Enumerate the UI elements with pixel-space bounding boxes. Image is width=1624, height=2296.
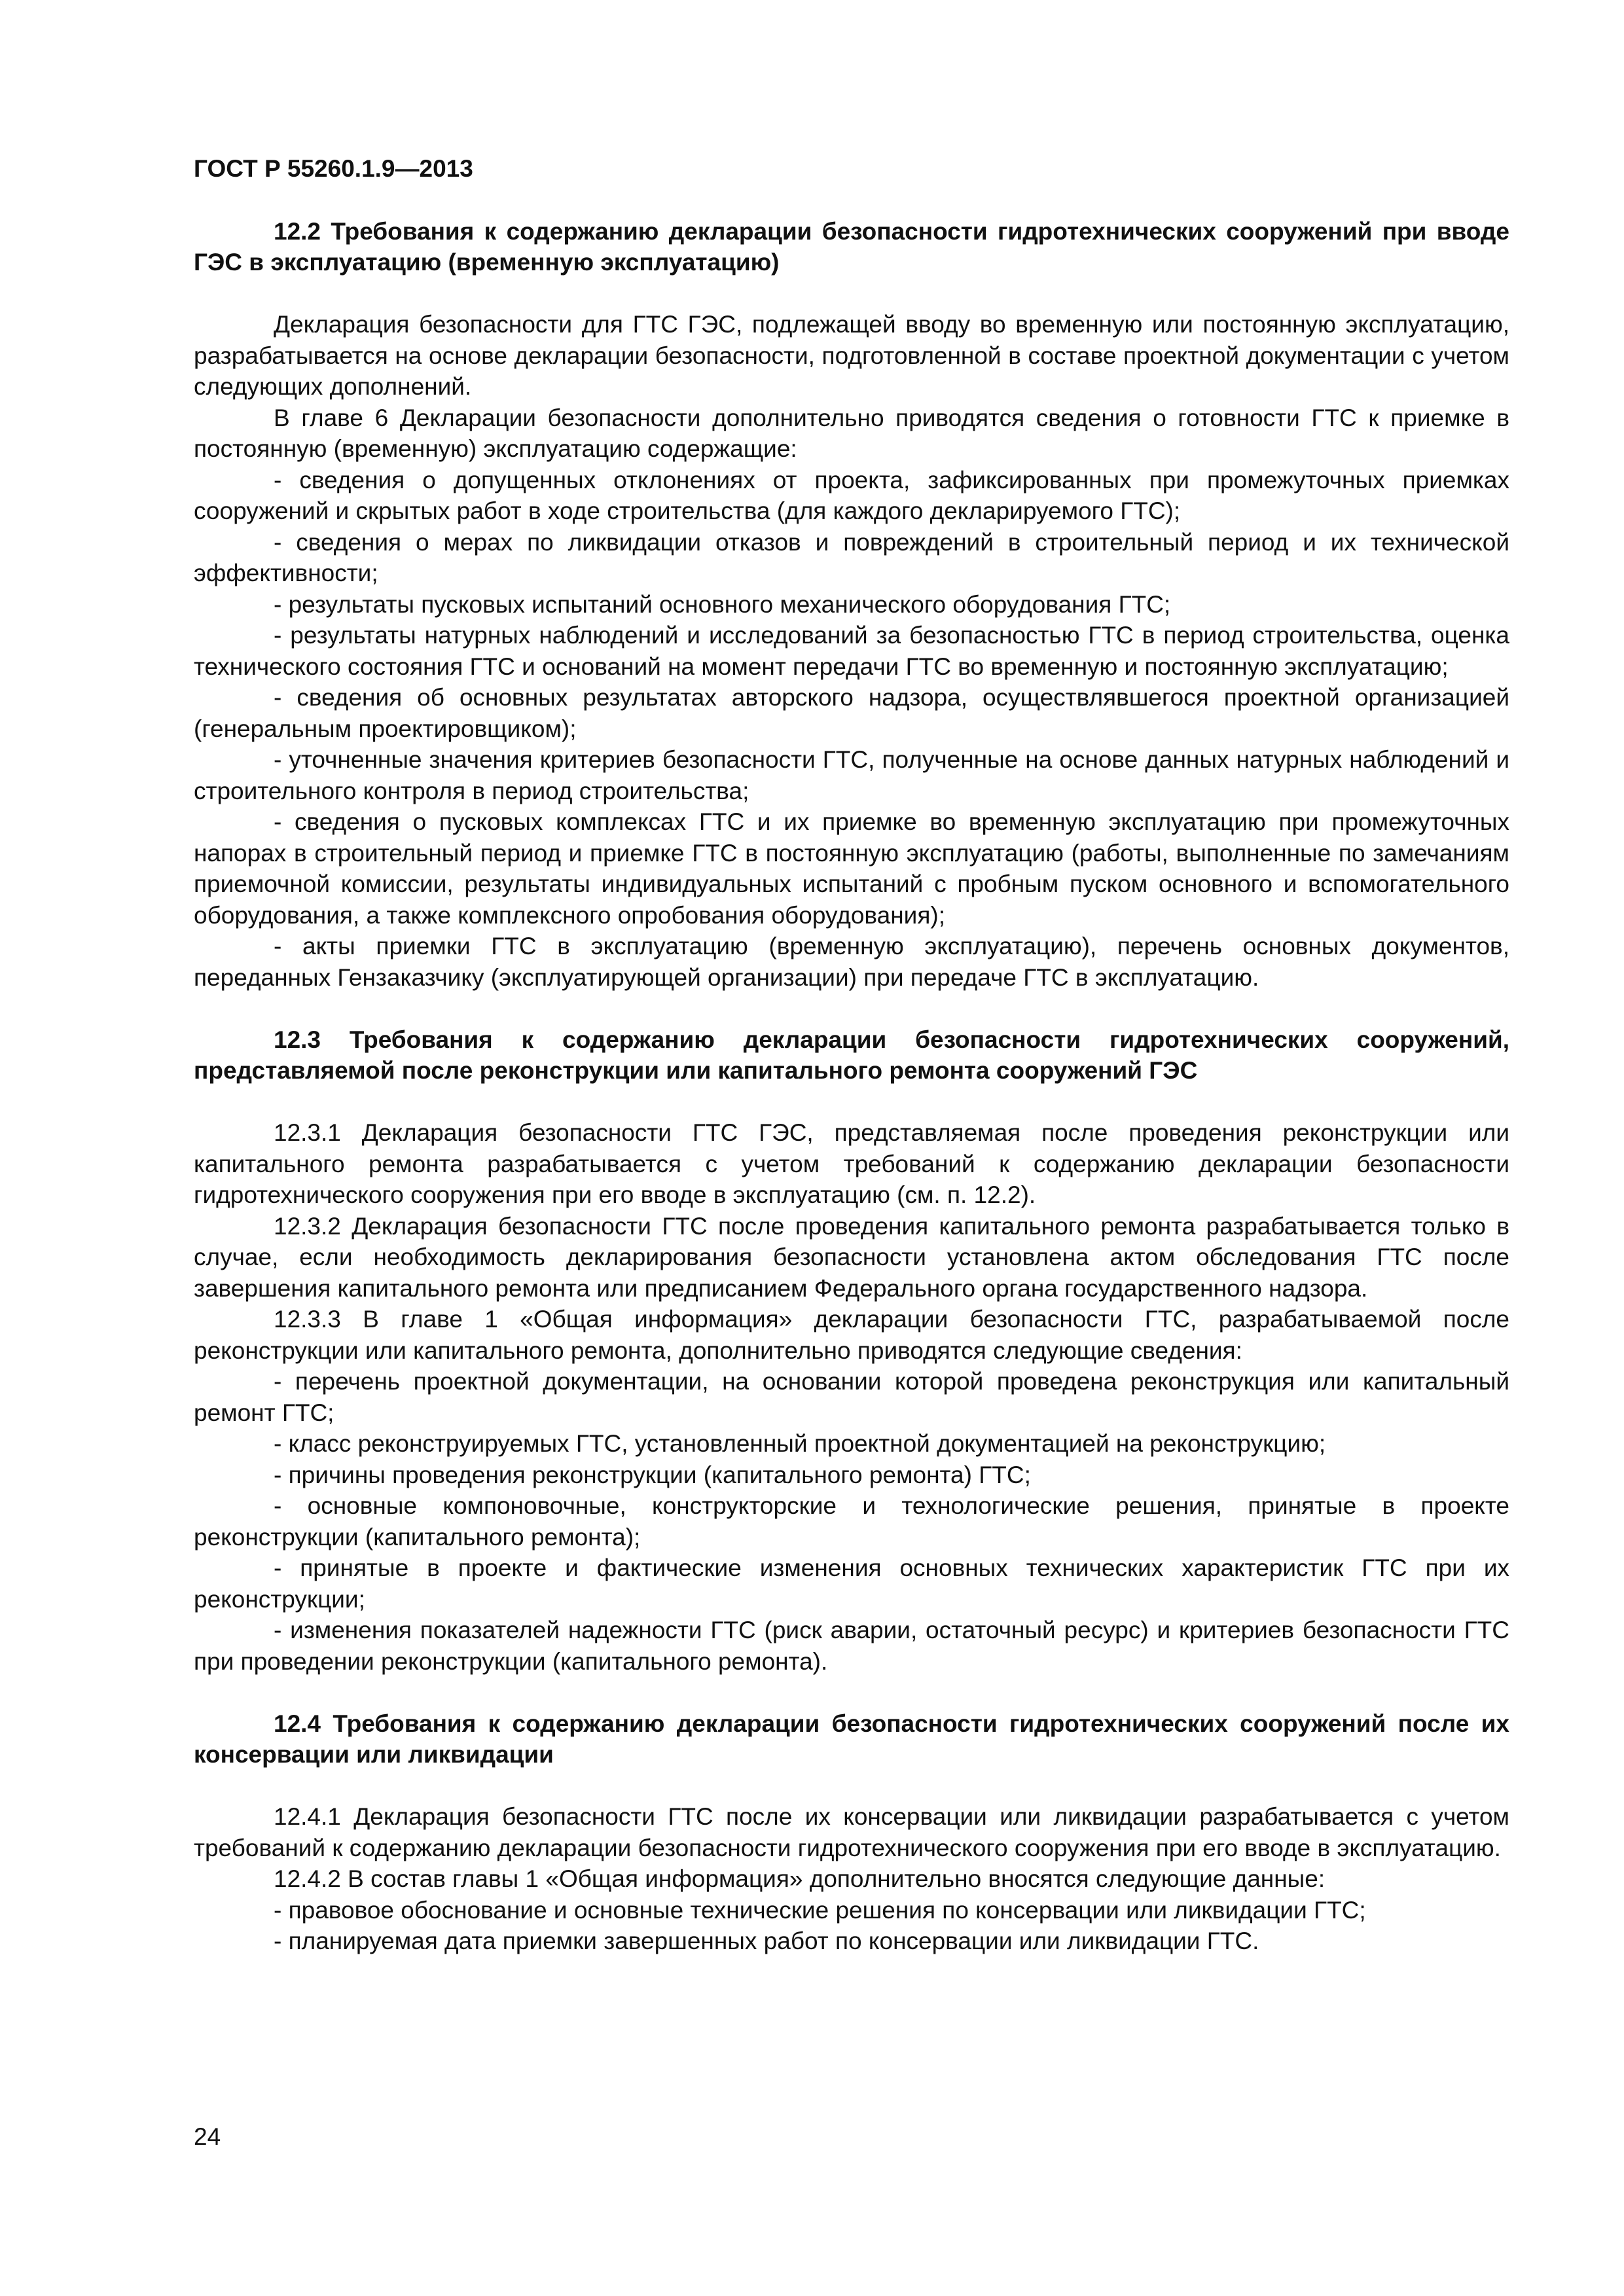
list-item: - сведения о допущенных отклонениях от проекта, зафиксированных при промежуточных приемках сооружений и скрытых работ в ходе строительства (для каждого декларируемого ГТС); xyxy=(194,466,1509,524)
section-12-4 xyxy=(194,1708,1509,1957)
section-12-3 xyxy=(194,1024,1509,1677)
document-code: ГОСТ Р 55260.1.9—2013 xyxy=(194,155,473,182)
paragraph: 12.4.1 Декларация безопасности ГТС после их консервации или ликвидации разрабатывается с учетом требований к содержанию декларации безопасности гидротехнического сооружения при его вводе в эксплуатацию. xyxy=(194,1803,1509,1861)
list-item: - акты приемки ГТС в эксплуатацию (временную эксплуатацию), перечень основных документов, переданных Гензаказчику (эксплуатирующей организации) при передаче ГТС в эксплуатацию. xyxy=(194,933,1509,991)
list-item: - правовое обоснование и основные технические решения по консервации или ликвидации ГТС; xyxy=(274,1896,1366,1924)
list-item: - причины проведения реконструкции (капитального ремонта) ГТС; xyxy=(274,1461,1031,1488)
list-item: - изменения показателей надежности ГТС (риск аварии, остаточный ресурс) и критериев безопасности ГТС при проведении реконструкции (капитального ремонта). xyxy=(194,1617,1509,1675)
list-item: - сведения о мерах по ликвидации отказов и повреждений в строительный период и их техническ​ой эффективности; xyxy=(194,528,1509,586)
paragraph: 12.3.3 В главе 1 «Общая информация» декларации безопасности ГТС, разрабатываемой после реконструкции или капитального ремонта, дополнительно приводятся следующие сведения: xyxy=(194,1306,1509,1364)
paragraph: 12.3.1 Декларация безопасности ГТС ГЭС, представляемая после проведения реконструкции или капитального ремонта разрабатывается с учетом требований к содержанию декларации безопасности гидротехнического сооружения при его вводе в эксплуатацию (см. п. 12.2). xyxy=(194,1119,1509,1208)
paragraph: 12.3.2 Декларация безопасности ГТС после проведения капитального ремонта разрабатывается только в случае, если необходимость декларирования безопасности установлена актом обследования ГТС после завершения капитального ремонта или предписанием Федерального органа государственного надзора. xyxy=(194,1212,1509,1302)
list-item: - сведения о пусковых комплексах ГТС и их приемке во временную эксплуатацию при промежуточных напорах в строительный период и приемке ГТС в постоянную эксплуатацию (работы, выполненные по замечаниям приемочной комиссии, результаты индивидуальных испытаний с пробным пуском основного и вспомогательного оборудования, а также комплексного опробования оборудования); xyxy=(194,808,1509,929)
paragraph: 12.4.2 В состав главы 1 «Общая информация» дополнительно вносятся следующие данные: xyxy=(274,1865,1326,1892)
list-item: - перечень проектной документации, на основании которой проведена реконструкция или капитальный ремонт ГТС; xyxy=(194,1368,1509,1426)
list-item: - основные компоновочные, конструкторские и технологические решения, принятые в проекте реконструкции (капитального ремонта); xyxy=(194,1492,1509,1551)
list-item: - результаты пусковых испытаний основного механического оборудования ГТС; xyxy=(274,590,1171,618)
list-item: - уточненные значения критериев безопасности ГТС, полученные на основе данных натурных наблюдений и строительного контроля в период строительства; xyxy=(194,746,1509,804)
list-item: - результаты натурных наблюдений и исследований за безопасностью ГТС в период строительства, оценка технического состояния ГТС и оснований на момент передачи ГТС во временную и постоянную эксплуатацию; xyxy=(194,622,1509,680)
list-item: - класс реконструируемых ГТС, установленный проектной документацией на реконструкцию; xyxy=(274,1430,1326,1457)
section-heading: 12.2 Требования к содержанию декларации безопасности гидротехнических сооружений при вводе ГЭС в эксплуатацию (временную эксплуатацию) xyxy=(194,218,1509,276)
paragraph: В главе 6 Декларации безопасности дополнительно приводятся сведения о готовности ГТС к приемке в постоянную (временную) эксплуатацию содержащие: xyxy=(194,404,1509,462)
list-item: - планируемая дата приемки завершенных работ по консервации или ликвидации ГТС. xyxy=(274,1928,1259,1954)
section-12-2 xyxy=(194,216,1509,993)
section-heading: 12.4 Требования к содержанию декларации безопасности гидротехнических сооружений после их консервации или ликвидации xyxy=(194,1710,1509,1768)
document-page xyxy=(194,154,1509,1957)
section-heading: 12.3 Требования к содержанию декларации безопасности гидротехнических сооружений, представляемой после реконструкции или капитального ремонта сооружений ГЭС xyxy=(194,1026,1509,1084)
page-number: 24 xyxy=(194,2123,221,2150)
list-item: - сведения об основных результатах авторского надзора, осуществлявшегося проектной организацией (генеральным проектировщиком); xyxy=(194,684,1509,742)
list-item: - принятые в проекте и фактические изменения основных технических характеристик ГТС при их реконструкции; xyxy=(194,1554,1509,1613)
paragraph: Декларация безопасности для ГТС ГЭС, подлежащей вводу во временную или постоянную эксплуатацию, разрабатывается на основе декларации безопасности, подготовленной в составе проектной документации с учетом следующих дополнений. xyxy=(194,311,1509,400)
